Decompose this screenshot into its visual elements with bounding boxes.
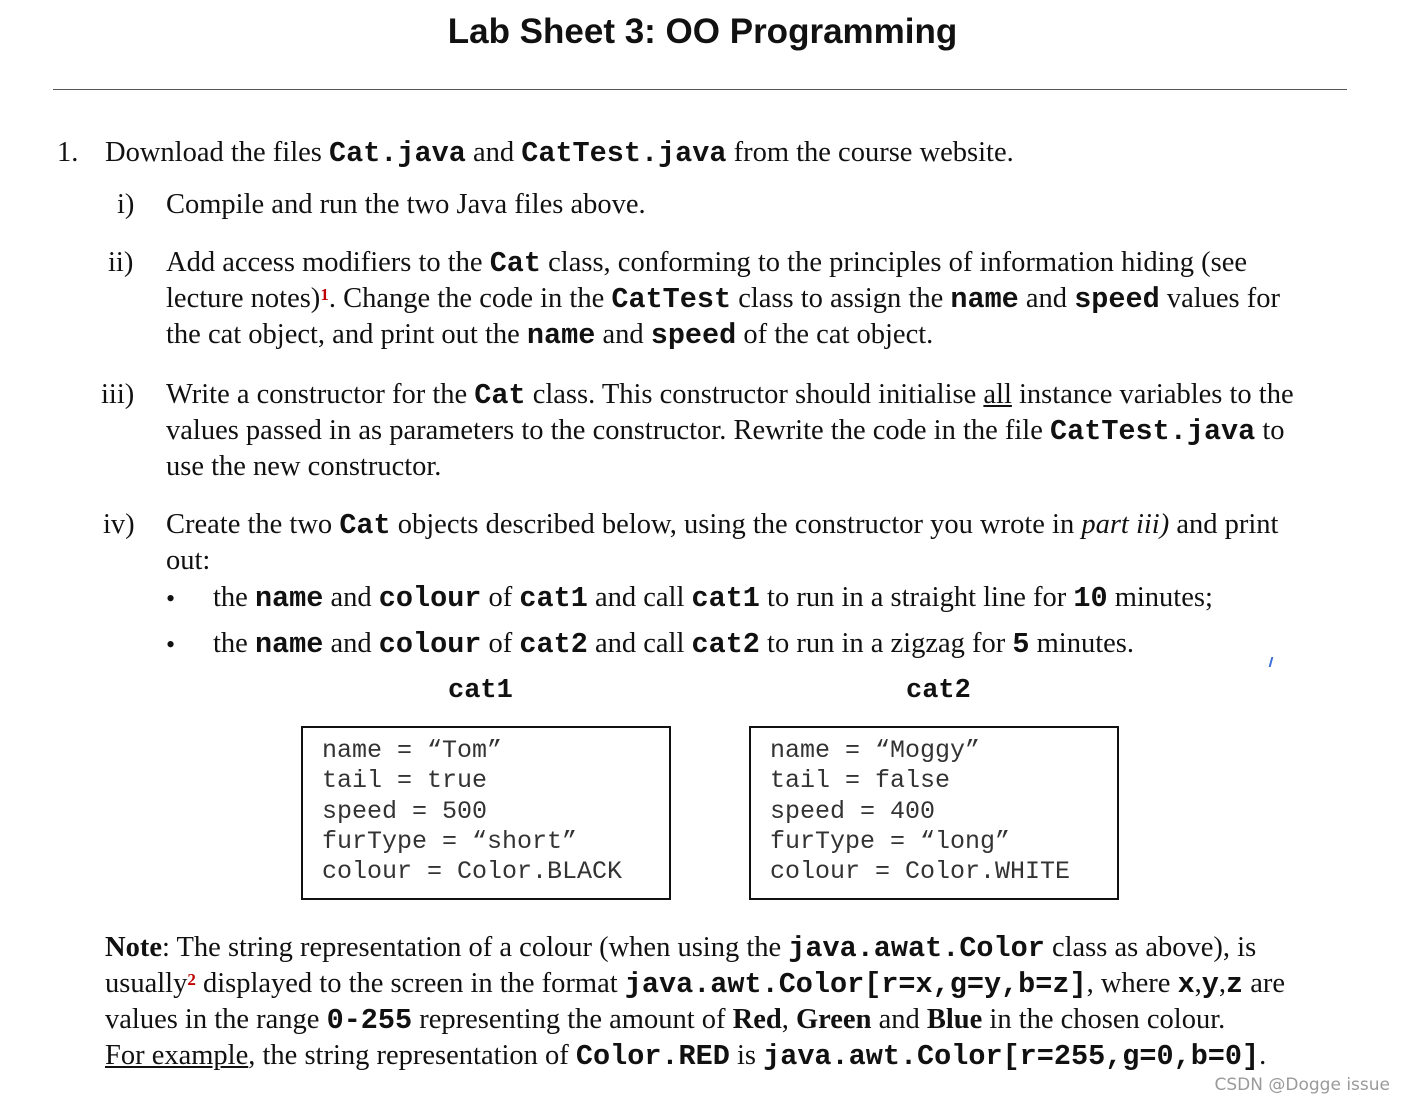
part-iii-line-3: use the new constructor. bbox=[166, 451, 442, 482]
cat1-colour-line: colour = Color.BLACK bbox=[322, 857, 623, 887]
part-iv-line-2: out: bbox=[166, 545, 211, 576]
part-i-number: i) bbox=[117, 189, 135, 220]
cat1-name-line: name = “Tom” bbox=[322, 736, 503, 765]
cat1-box bbox=[301, 726, 671, 900]
note-line-4: For example, the string representation of Color.RED is java.awt.Color[r=255,g=0,b=0]. bbox=[105, 1040, 1267, 1073]
cat1-furtype-line: furType = “short” bbox=[322, 826, 578, 856]
q1-number: 1. bbox=[57, 137, 79, 168]
cat2-tail-line: tail = false bbox=[770, 766, 951, 796]
cat1-speed-line: speed = 500 bbox=[322, 796, 488, 826]
title-divider bbox=[53, 89, 1347, 90]
footnote-ref-1: 1 bbox=[320, 285, 329, 304]
part-ii-number: ii) bbox=[108, 247, 134, 278]
q1-text: Download the files Cat.java and CatTest.java from the course website. bbox=[105, 137, 1014, 170]
bullet-1-text: the name and colour of cat1 and call cat1 to run in a straight line for 10 minutes; bbox=[213, 582, 1213, 615]
code-cattest-java: CatTest.java bbox=[521, 137, 727, 170]
note-line-3: values in the range 0-255 representing the amount of Red, Green and Blue in the chosen colour. bbox=[105, 1004, 1226, 1037]
cat1-title: cat1 bbox=[448, 676, 513, 706]
stray-mark bbox=[1269, 657, 1274, 667]
watermark: CSDN @Dogge issue bbox=[1214, 1075, 1390, 1095]
footnote-ref-2: 2 bbox=[187, 970, 196, 989]
cat2-colour-line: colour = Color.WHITE bbox=[770, 857, 1071, 887]
bullet-2-text: the name and colour of cat2 and call cat2 to run in a zigzag for 5 minutes. bbox=[213, 628, 1134, 661]
part-iv-line-1: Create the two Cat objects described below, using the constructor you wrote in part iii) and print bbox=[166, 509, 1279, 542]
page-title: Lab Sheet 3: OO Programming bbox=[447, 12, 958, 51]
code-cat-java: Cat.java bbox=[329, 137, 466, 170]
part-i-text: Compile and run the two Java files above. bbox=[166, 189, 646, 220]
cat2-name-line: name = “Moggy” bbox=[770, 736, 981, 765]
cat2-furtype-line: furType = “long” bbox=[770, 826, 1011, 856]
part-ii-line-3: the cat object, and print out the name and speed of the cat object. bbox=[166, 319, 934, 352]
bullet-1-marker: • bbox=[166, 584, 176, 613]
part-iv-number: iv) bbox=[103, 509, 135, 540]
cat2-title: cat2 bbox=[906, 676, 971, 706]
cat2-box bbox=[749, 726, 1119, 900]
part-ii-line-1: Add access modifiers to the Cat class, conforming to the principles of information hiding (see bbox=[166, 247, 1248, 280]
part-iii-line-2: values passed in as parameters to the constructor. Rewrite the code in the file CatTest.java to bbox=[166, 415, 1285, 448]
note-line-1: Note: The string representation of a colour (when using the java.awat.Color class as above), is bbox=[105, 932, 1257, 965]
part-ii-line-2: lecture notes)$^1$. Change the code in the CatTest class to assign the name and speed values for bbox=[166, 283, 1280, 316]
cat2-speed-line: speed = 400 bbox=[770, 796, 936, 826]
cat1-tail-line: tail = true bbox=[322, 766, 488, 796]
part-iii-line-1: Write a constructor for the Cat class. This constructor should initialise all instance variables to the bbox=[166, 379, 1294, 412]
part-iii-number: iii) bbox=[101, 379, 135, 410]
bullet-2-marker: • bbox=[166, 630, 176, 659]
note-line-2: usually$^2$ displayed to the screen in the format java.awt.Color[r=x,g=y,b=z], where x,y,z are bbox=[105, 968, 1286, 1001]
